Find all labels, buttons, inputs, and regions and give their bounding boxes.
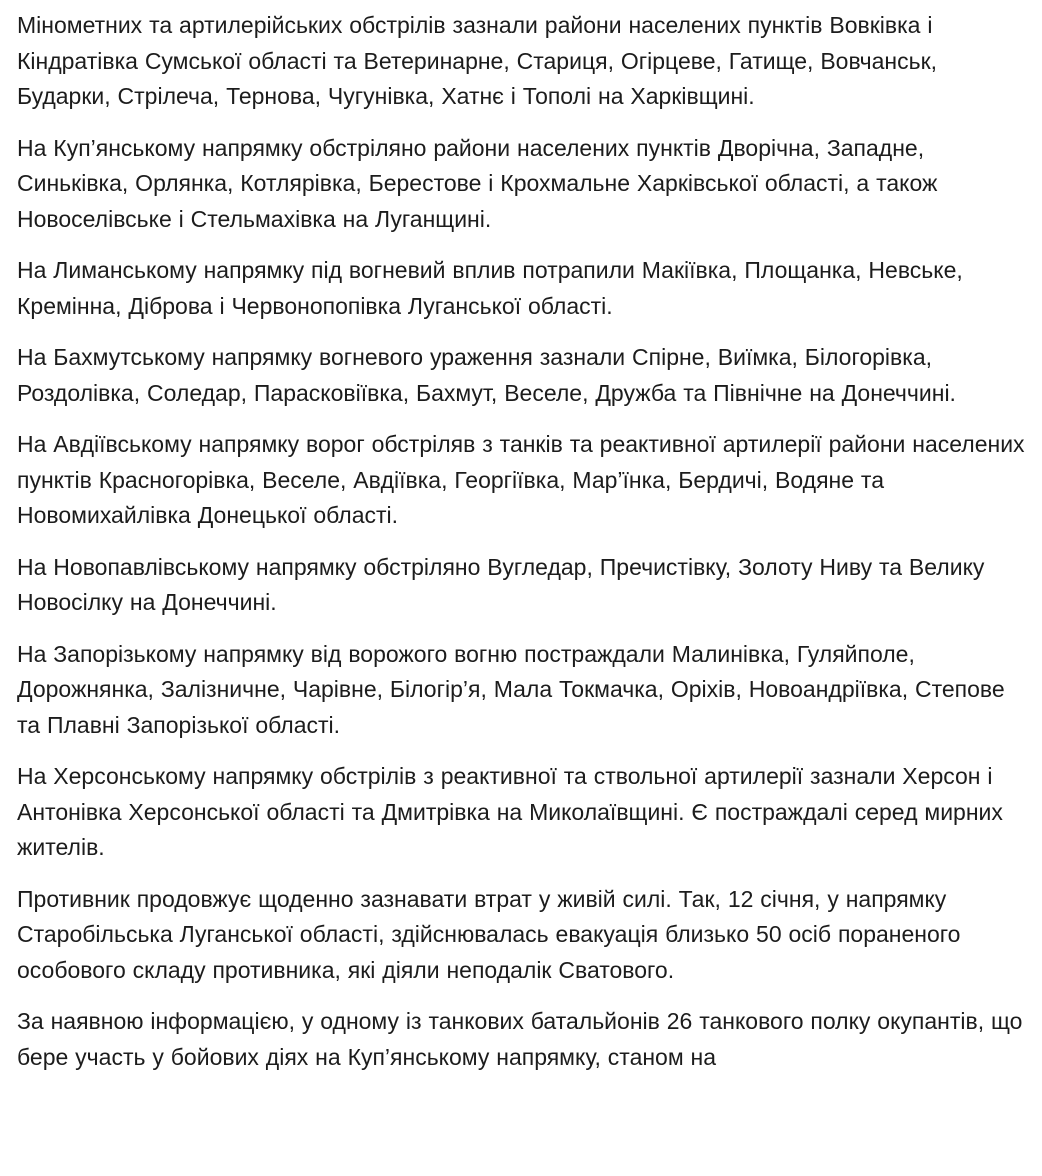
- paragraph-avdiivka-direction: На Авдіївському напрямку ворог обстріляв з танків та реактивної артилерії райони населених пунктів Красногорівка, Веселе, Авдіївка, Георгіївка, Мар’їнка, Бердичі, Водяне та Новомихайлівка Донецької області.: [17, 431, 1025, 528]
- paragraph-kherson-direction: На Херсонському напрямку обстрілів з реактивної та ствольної артилерії зазнали Херсон і Антонівка Херсонської області та Дмитрівка на Миколаївщині. Є постраждалі серед мирних жителів.: [17, 763, 1003, 860]
- paragraph-tank-battalion-info: За наявною інформацією, у одному із танкових батальйонів 26 танкового полку окупантів, що бере участь у бойових діях на Куп’янському напрямку, станом на: [17, 1008, 1023, 1070]
- paragraph-zaporizhzhia-direction: На Запорізькому напрямку від ворожого вогню постраждали Малинівка, Гуляйполе, Дорожнянка, Залізничне, Чарівне, Білогір’я, Мала Токмачка, Оріхів, Новоандріївка, Степове та Плавні Запорізької області.: [17, 640, 1005, 738]
- paragraph-enemy-losses: Противник продовжує щоденно зазнавати втрат у живій силі. Так, 12 січня, у напрямку Старобільська Луганської області, здійснювалась евакуація близько 50 осіб пораненого особового складу противника, які діяли неподалік Сватового.: [17, 885, 961, 983]
- paragraph-lyman-direction: На Лиманському напрямку під вогневий вплив потрапили Макіївка, Площанка, Невське, Кремінна, Діброва і Червонопопівка Луганської області.: [17, 257, 963, 319]
- paragraph-kupiansk-direction: На Куп’янському напрямку обстріляно райони населених пунктів Дворічна, Западне, Синьківка, Орлянка, Котлярівка, Берестове і Крохмальне Харківської області, а також Новоселівське і Стельмахівка на Луганщині.: [17, 134, 938, 232]
- paragraph-novopavlivka-direction: На Новопавлівському напрямку обстріляно Вугледар, Пречистівку, Золоту Ниву та Велику Новосілку на Донеччині.: [17, 553, 985, 615]
- paragraph-shelling-sumy-kharkiv: Мінометних та артилерійських обстрілів зазнали райони населених пунктів Вовківка і Кіндратівка Сумської області та Ветеринарне, Стариця, Огірцеве, Гатище, Вовчанськ, Бударки, Стрілеча, Тернова, Чугунівка, Хатнє і Тополі на Харківщині.: [17, 12, 938, 109]
- paragraph-bakhmut-direction: На Бахмутському напрямку вогневого ураження зазнали Спірне, Виїмка, Білогорівка, Роздолівка, Соледар, Парасковіївка, Бахмут, Веселе, Дружба та Північне на Донеччині.: [17, 344, 956, 406]
